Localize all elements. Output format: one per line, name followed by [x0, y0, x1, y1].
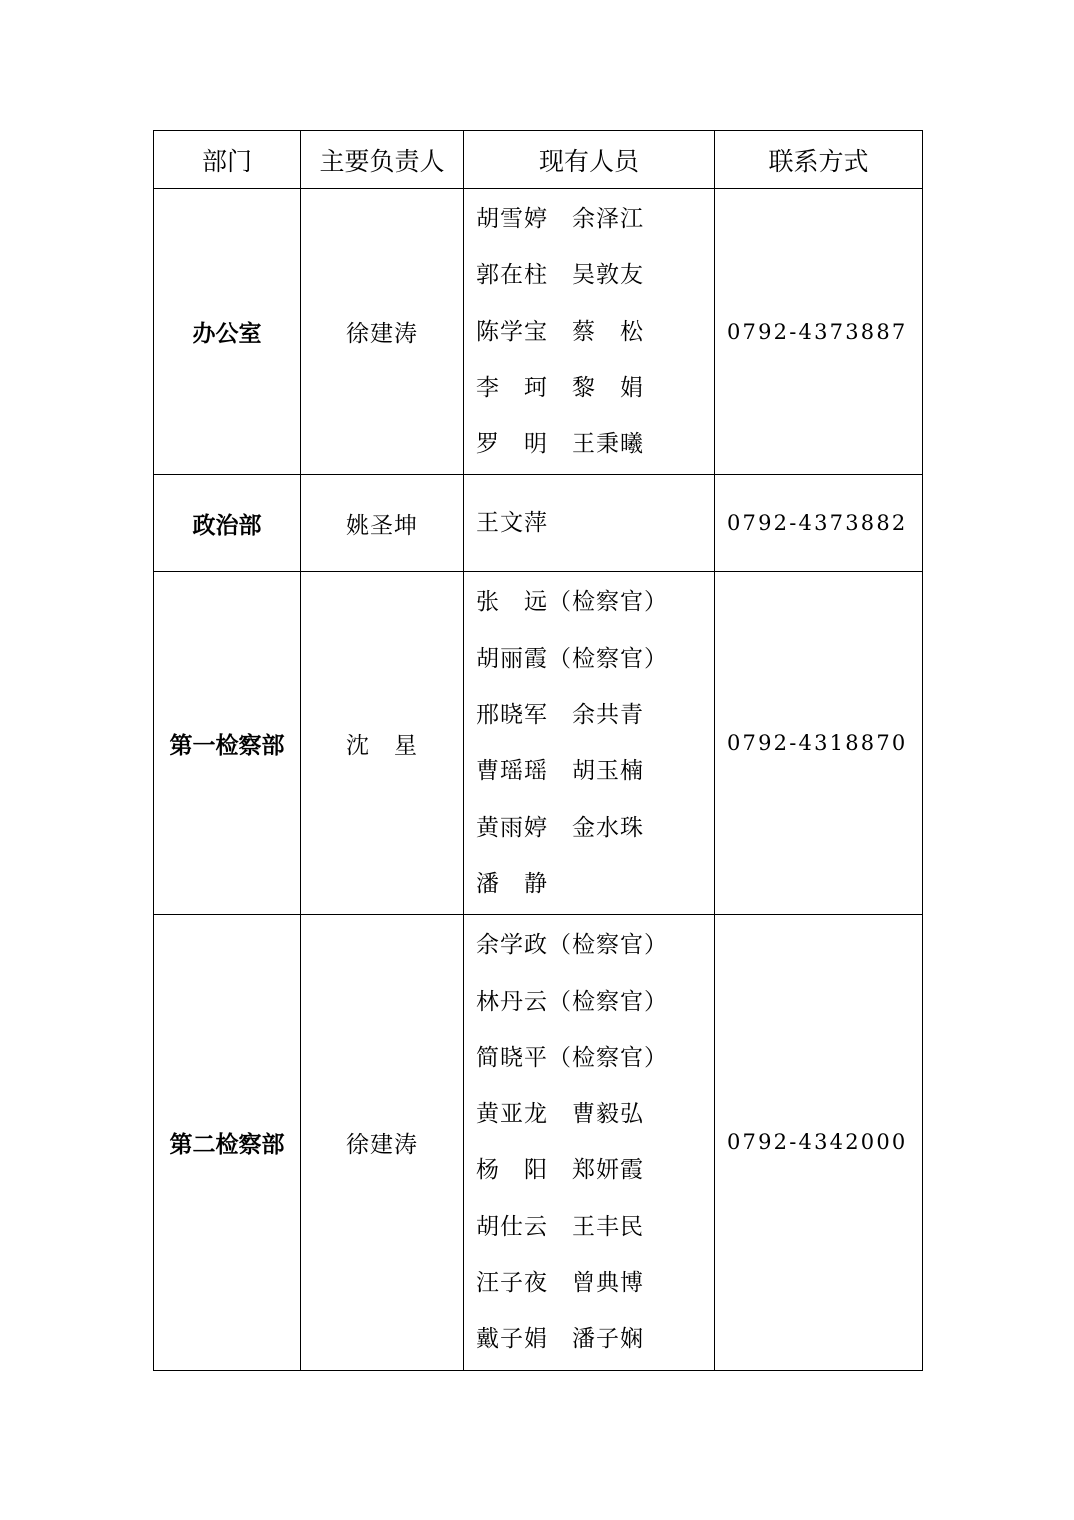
header-row [154, 131, 923, 189]
header-department: 部门 [154, 131, 301, 189]
table-row [154, 572, 923, 915]
leader-cell: 沈 星 [301, 572, 464, 915]
phone-cell: 0792-4373882 [715, 475, 923, 572]
staff-line: 余学政（检察官） [476, 932, 668, 959]
staff-line: 汪子夜 曾典博 [476, 1270, 644, 1297]
leader-cell: 徐建涛 [301, 915, 464, 1370]
staff-cell [464, 915, 715, 1370]
header-contact: 联系方式 [715, 131, 923, 189]
leader-cell: 姚圣坤 [301, 475, 464, 572]
staff-line: 胡雪婷 余泽江 [476, 206, 644, 232]
table-row [154, 915, 923, 1370]
department-table [153, 130, 923, 1371]
phone-cell: 0792-4342000 [715, 915, 923, 1370]
department-cell: 第一检察部 [154, 572, 301, 915]
staff-line: 王文萍 [476, 510, 548, 537]
department-cell: 办公室 [154, 189, 301, 475]
staff-line: 黄亚龙 曹毅弘 [476, 1101, 644, 1128]
department-cell: 政治部 [154, 475, 301, 572]
staff-line: 林丹云（检察官） [476, 988, 668, 1015]
staff-cell [464, 572, 715, 915]
staff-line: 李 珂 黎 娟 [476, 374, 644, 401]
table-row [154, 189, 923, 475]
staff-line: 杨 阳 郑妍霞 [476, 1157, 644, 1184]
staff-line: 郭在柱 吴敦友 [476, 262, 644, 289]
department-cell: 第二检察部 [154, 915, 301, 1370]
staff-line: 张 远（检察官） [476, 589, 668, 616]
staff-cell [464, 475, 715, 572]
leader-cell: 徐建涛 [301, 189, 464, 475]
staff-line: 陈学宝 蔡 松 [476, 318, 644, 345]
staff-line: 邢晓军 余共青 [476, 702, 644, 729]
phone-cell: 0792-4373887 [715, 189, 923, 475]
staff-line: 简晓平（检察官） [476, 1044, 668, 1071]
header-staff: 现有人员 [464, 131, 715, 189]
table-row [154, 475, 923, 572]
staff-line: 胡仕云 王丰民 [476, 1213, 644, 1240]
header-leader: 主要负责人 [301, 131, 464, 189]
staff-line: 罗 明 王秉曦 [476, 431, 644, 458]
staff-line: 戴子娟 潘子娴 [476, 1326, 644, 1353]
staff-line: 曹瑶瑶 胡玉楠 [476, 758, 644, 785]
staff-line: 潘 静 [476, 870, 548, 897]
staff-line: 黄雨婷 金水珠 [476, 814, 644, 841]
staff-cell [464, 189, 715, 475]
phone-cell: 0792-4318870 [715, 572, 923, 915]
staff-line: 胡丽霞（检察官） [476, 645, 668, 672]
